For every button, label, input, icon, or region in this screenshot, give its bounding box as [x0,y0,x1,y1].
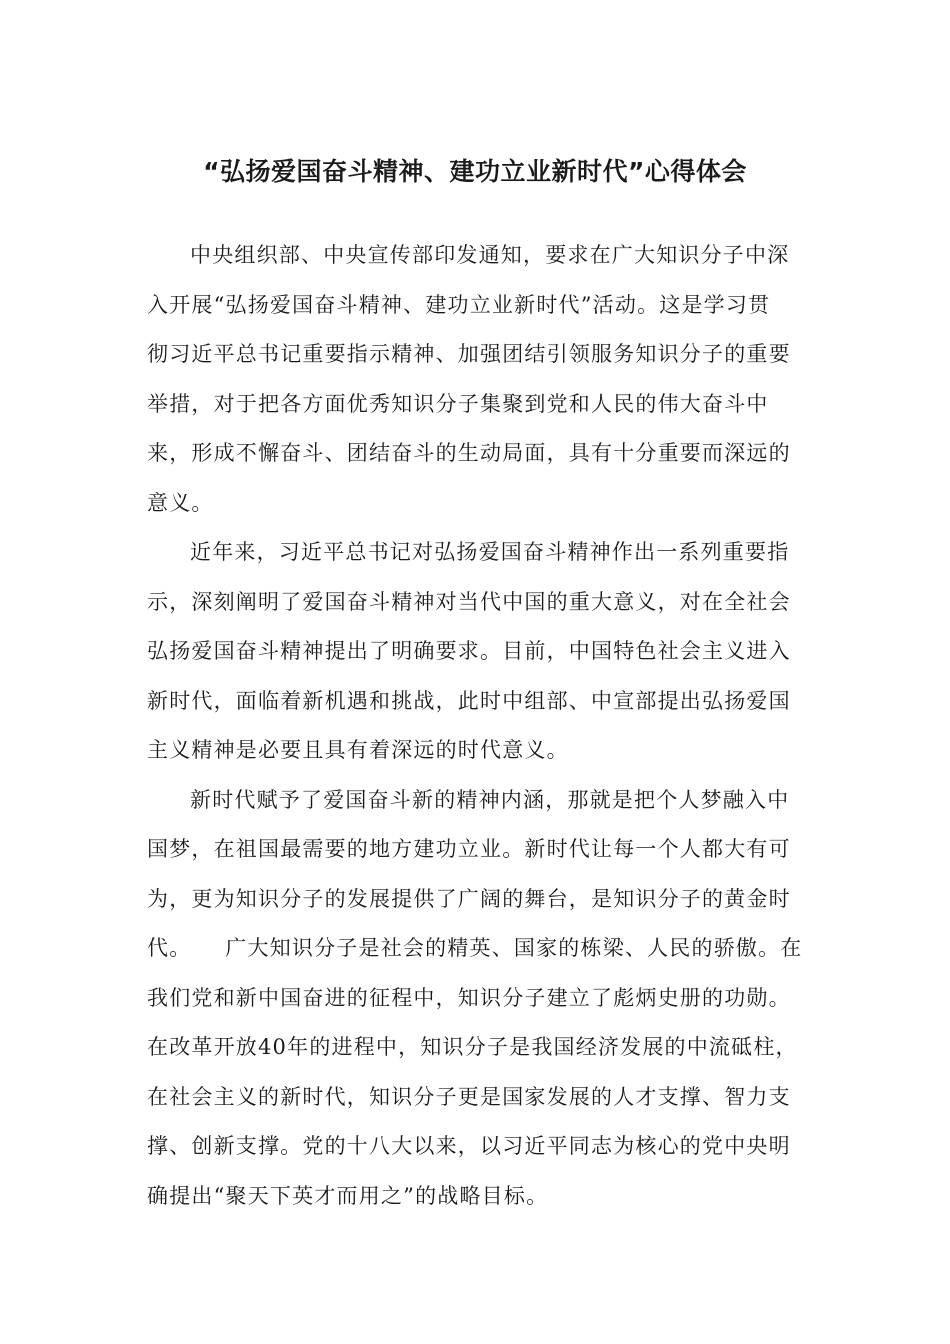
document-title: “弘扬爱国奋斗精神、建功立业新时代”心得体会 [203,157,747,186]
text-line: 新时代赋予了爱国奋斗新的精神内涵，那就是把个人梦融入中 [190,787,790,812]
text-line: 撑、创新支撑。党的十八大以来，以习近平同志为核心的党中央明 [147,1134,791,1158]
text-line: 意义。 [147,490,214,515]
document-body [147,231,807,1221]
text-line: 确提出“聚天下英才而用之”的战略目标。 [147,1183,549,1208]
text-line: 举措，对于把各方面优秀知识分子集聚到党和人民的伟大奋斗中 [147,391,769,416]
text-line: 主义精神是必要且具有着深远的时代意义。 [147,738,569,762]
text-line: 新时代，面临着新机遇和挑战，此时中组部、中宣部提出弘扬爱国 [147,688,791,713]
text-line: 国梦，在祖国最需要的地方建功立业。新时代让每一个人都大有可 [147,837,791,861]
paragraph-3 [147,776,807,1222]
text-line: 近年来，习近平总书记对弘扬爱国奋斗精神作出一系列重要指 [190,540,790,564]
text-line: 入开展“弘扬爱国奋斗精神、建功立业新时代”活动。这是学习贯 [147,292,771,317]
paragraph-2 [147,528,807,776]
text-line: 彻习近平总书记重要指示精神、加强团结引领服务知识分子的重要 [147,342,791,366]
text-line: 弘扬爱国奋斗精神提出了明确要求。目前，中国特色社会主义进入 [147,639,791,663]
text-line: 我们党和新中国奋进的征程中，知识分子建立了彪炳史册的功勋。 [147,985,791,1010]
text-line: 在社会主义的新时代，知识分子更是国家发展的人才支撑、智力支 [147,1084,791,1109]
text-line: 示，深刻阐明了爱国奋斗精神对当代中国的重大意义，对在全社会 [147,589,791,614]
text-line: 代。 广大知识分子是社会的精英、国家的栋梁、人民的骄傲。在 [147,936,803,960]
text-line: 为，更为知识分子的发展提供了广阔的舞台，是知识分子的黄金时 [147,886,791,911]
text-line: 中央组织部、中央宣传部印发通知，要求在广大知识分子中深 [190,243,790,267]
text-line: 在改革开放40年的进程中，知识分子是我国经济发展的中流砥柱， [147,1035,798,1059]
paragraph-1 [147,231,807,528]
text-line: 来，形成不懈奋斗、团结奋斗的生动局面，具有十分重要而深远的 [147,441,791,465]
